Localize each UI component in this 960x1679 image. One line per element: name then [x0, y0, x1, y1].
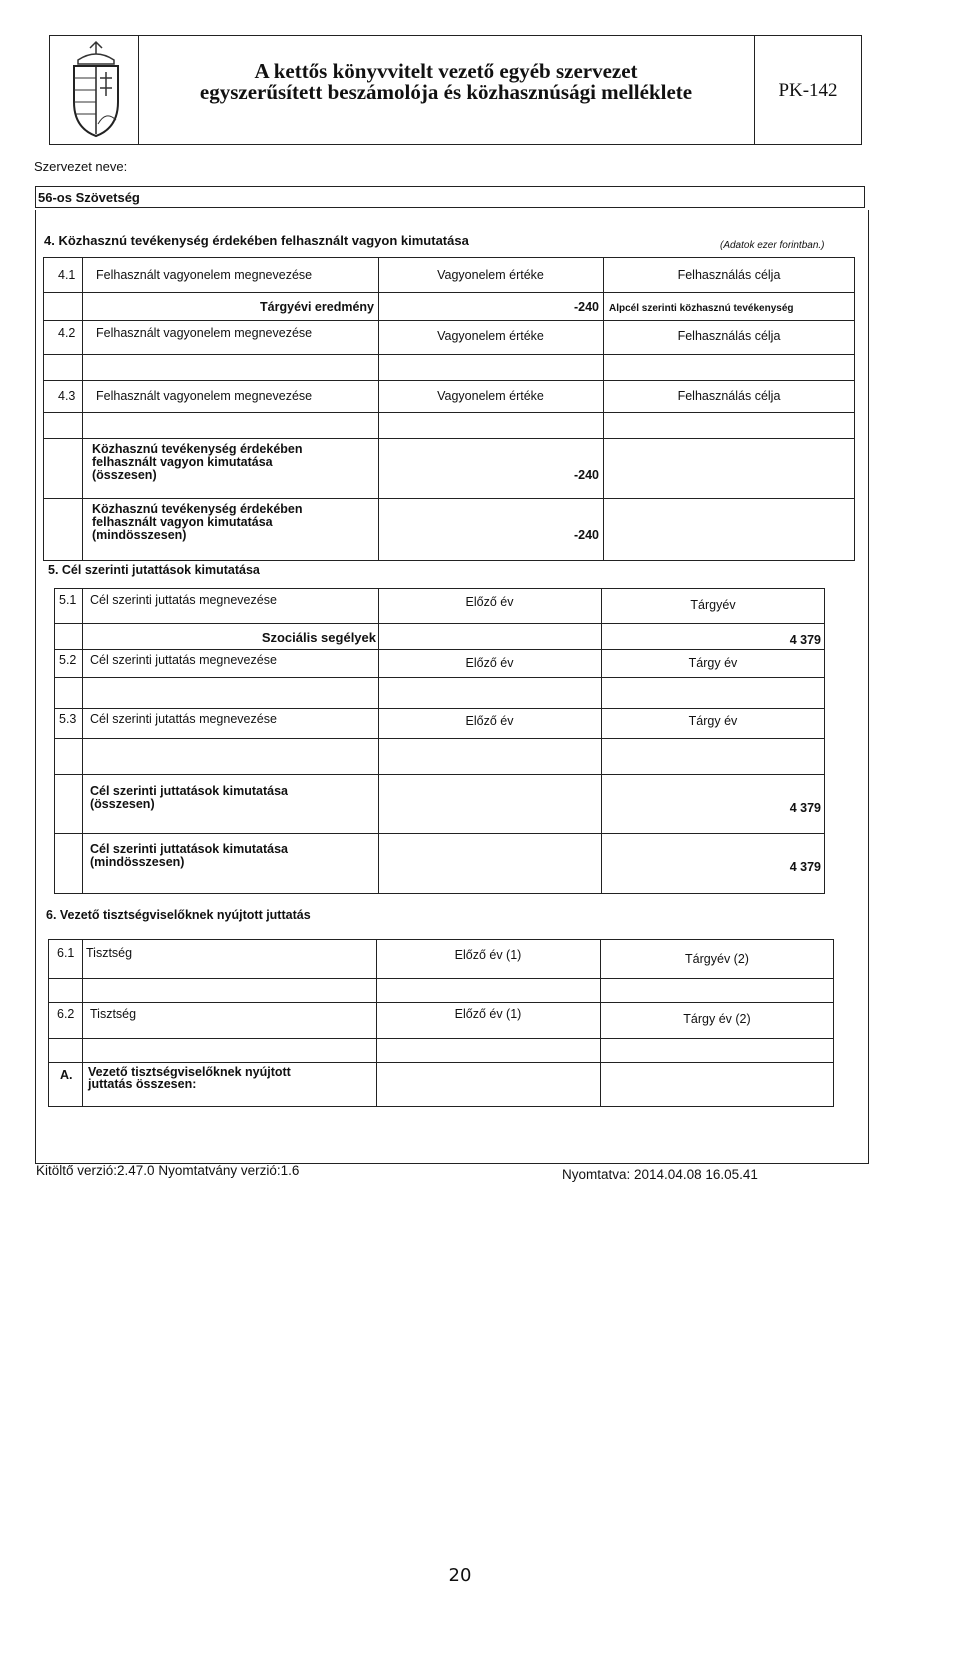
row-5-1-number: 5.1	[59, 593, 77, 607]
row-5-1-item: Szociális segélyek	[261, 630, 376, 645]
row-5-3-col2: Előző év	[465, 714, 514, 728]
s5-total1-value: 4 379	[789, 801, 821, 815]
s5-total1-line1: Cél szerinti juttatások kimutatása	[90, 784, 288, 798]
row-4-1-col3: Felhasználás célja	[677, 268, 781, 282]
footer-printed: Nyomtatva: 2014.04.08 16.05.41	[562, 1167, 758, 1182]
row-6-1-col2: Előző év (1)	[454, 948, 522, 962]
org-name-field	[35, 186, 865, 208]
row-6-1-col1: Tisztség	[86, 946, 133, 960]
s4-total2-value: -240	[573, 528, 599, 542]
row-5-2-col2: Előző év	[465, 656, 514, 670]
row-4-1-value: -240	[573, 300, 599, 314]
page-number: 20	[448, 1565, 472, 1586]
row-6-1-col3: Tárgyév (2)	[685, 952, 749, 966]
s5-total2-line2: (mindösszesen)	[90, 855, 185, 869]
footer-version: Kitöltő verzió:2.47.0 Nyomtatvány verzió:1.6	[36, 1163, 300, 1178]
row-5-1-col1: Cél szerinti juttatás megnevezése	[90, 593, 277, 607]
s6-total-line1: Vezető tisztségviselőknek nyújtott	[88, 1065, 291, 1079]
row-4-3-number: 4.3	[58, 389, 76, 403]
form-title-line1: A kettős könyvvitelt vezető egyéb szervezet	[254, 59, 638, 83]
row-4-2-col2: Vagyonelem értéke	[437, 329, 544, 343]
row-6-1-number: 6.1	[57, 946, 75, 960]
row-5-2-col3: Tárgy év	[688, 656, 738, 670]
row-6-2-col2: Előző év (1)	[454, 1007, 522, 1021]
org-label: Szervezet neve:	[34, 159, 128, 174]
s5-total2-value: 4 379	[789, 860, 821, 874]
section4-title: 4. Közhasznú tevékenység érdekében felhasznált vagyon kimutatása	[44, 233, 469, 248]
s4-total1-line1: Közhasznú tevékenység érdekében	[92, 442, 303, 456]
row-5-3-number: 5.3	[59, 712, 77, 726]
row-4-1-col1: Felhasznált vagyonelem megnevezése	[96, 268, 313, 282]
row-5-1-value: 4 379	[789, 633, 821, 647]
row-5-1-col2: Előző év	[465, 595, 514, 609]
row-4-1-item: Tárgyévi eredmény	[260, 300, 374, 314]
s5-total2-line1: Cél szerinti juttatások kimutatása	[90, 842, 288, 856]
row-4-3-col1: Felhasznált vagyonelem megnevezése	[96, 389, 313, 403]
row-4-3-col3: Felhasználás célja	[677, 389, 781, 403]
s4-total1-line2: felhasznált vagyon kimutatása	[92, 455, 273, 469]
row-5-1-col3: Tárgyév	[690, 598, 736, 612]
row-4-2-number: 4.2	[58, 326, 76, 340]
form-code: PK-142	[778, 80, 838, 101]
form-title-line2: egyszerűsített beszámolója és közhasznúsági melléklete	[199, 80, 693, 104]
row-5-3-col1: Cél szerinti jutattás megnevezése	[90, 712, 277, 726]
row-5-2-col1: Cél szerinti juttatás megnevezése	[90, 653, 277, 667]
row-4-2-col3: Felhasználás célja	[677, 329, 781, 343]
section4-note: (Adatok ezer forintban.)	[720, 240, 825, 251]
s5-total1-line2: (összesen)	[90, 797, 155, 811]
row-4-1-number: 4.1	[58, 268, 76, 282]
coat-of-arms-logo	[66, 40, 126, 140]
s4-total1-line3: (összesen)	[92, 468, 157, 482]
row-4-2-col1: Felhasznált vagyonelem megnevezése	[96, 326, 313, 340]
section6-title: 6. Vezető tisztségviselőknek nyújtott juttatás	[46, 908, 311, 922]
s4-total2-line3: (mindösszesen)	[92, 528, 187, 542]
row-4-3-col2: Vagyonelem értéke	[437, 389, 544, 403]
s4-total1-value: -240	[573, 468, 599, 482]
row-6-2-col1: Tisztség	[90, 1007, 137, 1021]
row-5-2-number: 5.2	[59, 653, 77, 667]
row-4-1-col2: Vagyonelem értéke	[437, 268, 544, 282]
row-6-2-number: 6.2	[57, 1007, 75, 1021]
row-4-1-purpose: Alpcél szerinti közhasznú tevékenység	[609, 303, 794, 314]
s6-total-line2: juttatás összesen:	[88, 1077, 197, 1091]
row-6-2-col3: Tárgy év (2)	[683, 1012, 751, 1026]
s4-total2-line1: Közhasznú tevékenység érdekében	[92, 502, 303, 516]
s6-total-number: A.	[60, 1068, 73, 1082]
section5-title: 5. Cél szerinti jutattások kimutatása	[48, 563, 260, 577]
row-5-3-col3: Tárgy év	[688, 714, 738, 728]
org-name: 56-os Szövetség	[38, 190, 140, 205]
s4-total2-line2: felhasznált vagyon kimutatása	[92, 515, 273, 529]
